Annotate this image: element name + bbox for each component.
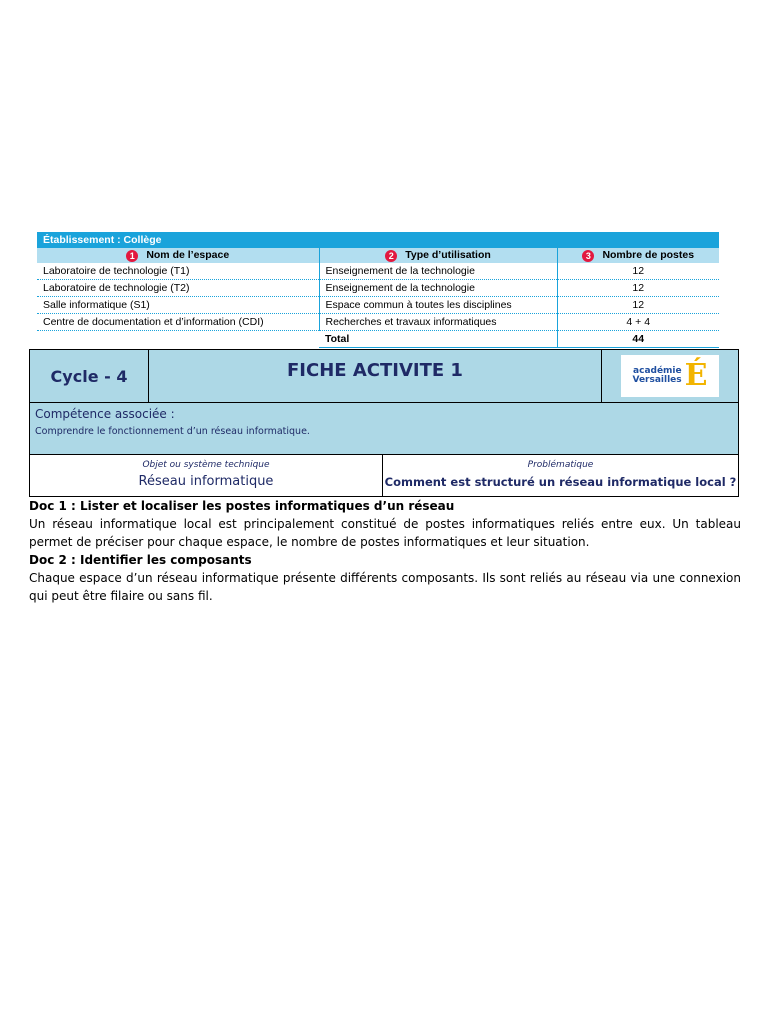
cell-type: Espace commun à toutes les disciplines <box>319 297 557 314</box>
doc1-text: Un réseau informatique local est principalement constitué de postes informatiques reliés entre eux. Un tableau permet de préciser pour chaque espace, le nombre de postes informatiques et leur situation. <box>29 517 741 549</box>
empty-cell <box>37 331 319 348</box>
academie-logo <box>621 355 719 397</box>
logo-text: académie Versailles <box>632 366 682 385</box>
cell-count: 4 + 4 <box>557 314 719 331</box>
competence-title: Compétence associée : <box>35 407 175 421</box>
table-title: Établissement : Collège <box>37 232 719 248</box>
header-type: 2 Type d’utilisation <box>319 248 557 263</box>
total-label: Total <box>319 331 557 348</box>
activity-sheet-header <box>29 349 739 497</box>
cell-name: Laboratoire de technologie (T1) <box>37 263 319 280</box>
table-total-row <box>37 331 719 348</box>
header-bottom-row <box>29 455 739 497</box>
cell-type: Recherches et travaux informatiques <box>319 314 557 331</box>
probleme-cell <box>383 455 738 496</box>
logo-e-icon: É <box>684 358 708 393</box>
cell-count: 12 <box>557 280 719 297</box>
objet-cell <box>30 455 383 496</box>
cycle-label: Cycle - 4 <box>30 350 149 402</box>
competence-box <box>29 403 739 455</box>
objet-label: Objet ou système technique <box>142 460 270 470</box>
table-row <box>37 280 719 297</box>
page-title: FICHE ACTIVITE 1 <box>149 350 602 402</box>
probleme-label: Problématique <box>527 460 594 470</box>
number-badge-icon: 3 <box>582 250 594 262</box>
cell-name: Laboratoire de technologie (T2) <box>37 280 319 297</box>
table-header-row <box>37 248 719 263</box>
number-badge-icon: 1 <box>126 250 138 262</box>
cell-name: Centre de documentation et d’information (CDI) <box>37 314 319 331</box>
establishment-table <box>37 232 719 348</box>
header-nombre: 3 Nombre de postes <box>557 248 719 263</box>
cell-name: Salle informatique (S1) <box>37 297 319 314</box>
cell-count: 12 <box>557 263 719 280</box>
doc1-heading: Doc 1 : Lister et localiser les postes informatiques d’un réseau <box>29 499 455 513</box>
doc2-heading: Doc 2 : Identifier les composants <box>29 553 252 567</box>
header-nom: 1 Nom de l’espace <box>37 248 319 263</box>
probleme-value: Comment est structuré un réseau informatique local ? <box>384 475 737 489</box>
table-row <box>37 263 719 280</box>
total-value: 44 <box>557 331 719 348</box>
cell-count: 12 <box>557 297 719 314</box>
doc2-text: Chaque espace d’un réseau informatique présente différents composants. Ils sont reliés au réseau via une connexion qui peut être filaire ou sans fil. <box>29 571 741 603</box>
logo-cell <box>602 350 738 402</box>
number-badge-icon: 2 <box>385 250 397 262</box>
objet-value: Réseau informatique <box>138 474 274 489</box>
table-title-row <box>37 232 719 248</box>
header-top-row <box>29 349 739 403</box>
cell-type: Enseignement de la technologie <box>319 280 557 297</box>
table-row <box>37 314 719 331</box>
table-row <box>37 297 719 314</box>
cell-type: Enseignement de la technologie <box>319 263 557 280</box>
competence-text: Comprendre le fonctionnement d’un réseau informatique. <box>35 426 310 437</box>
documents-section <box>29 497 741 605</box>
